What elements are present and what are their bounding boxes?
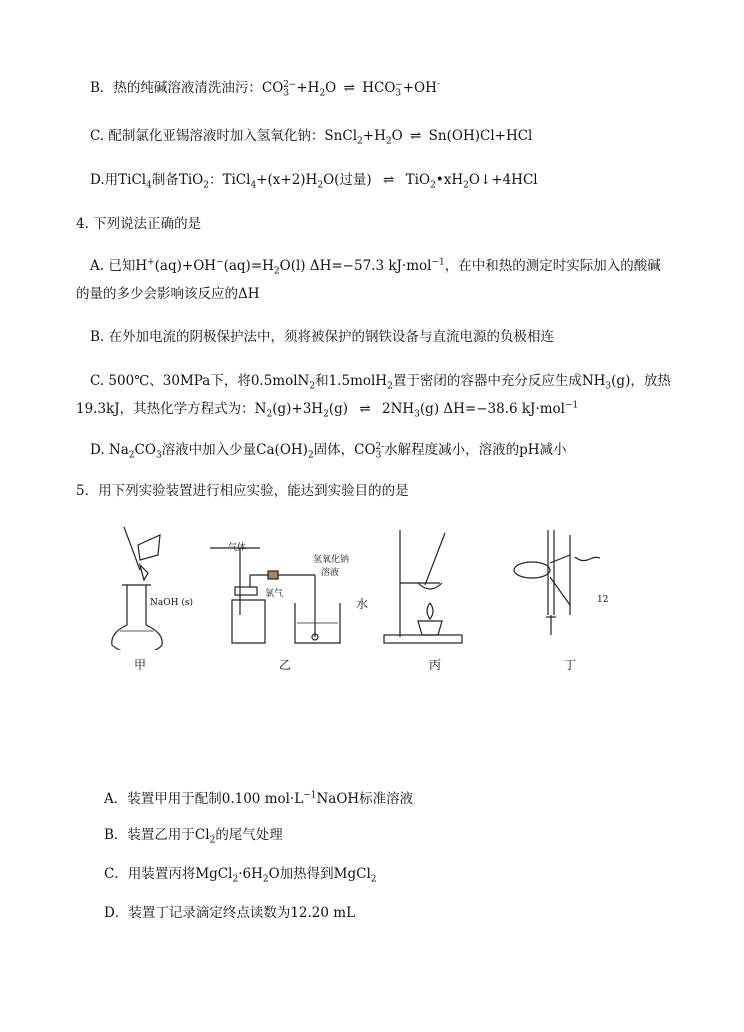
q5-option-a: A．装置甲用于配制0.100 $mol\cdot L^{-1}NaOH$标准溶液 <box>104 790 414 807</box>
q5-option-d: D．装置丁记录滴定终点读数为12.20 mL <box>104 905 356 921</box>
ring-stand-burner-icon <box>384 530 462 643</box>
figure-label-bing: 丙 <box>428 658 441 672</box>
chlorine-label: 氯气 <box>265 589 284 599</box>
q3-option-d: D.用TiCl$_4$制备TiO$_2$：$TiCl_4+(x+2)H_2O$(过量) ⇌ $TiO_2•xH_2O↓+4HCl$ <box>90 172 538 191</box>
q4-option-d: D. $Na_2CO_3$溶液中加入少量$Ca(OH)_2$固体，$CO_3^{2-}$水解程度减小，溶液的pH减小 <box>90 441 567 461</box>
naoh-solution-label-1: 氢氧化钠 <box>313 555 350 565</box>
naoh-solution-label-2: 溶液 <box>321 568 340 578</box>
q4-option-a-line1: A. 已知$H^+(aq)+OH^-(aq)=H_2O(l)$ ΔH=−57.3 kJ·mol$^{-1}$，在中和热的测定时实际加入的酸碱 <box>90 257 661 277</box>
q5-option-b: B．装置乙用于$Cl_2$的尾气处理 <box>104 827 283 846</box>
apparatus-figure <box>100 525 600 650</box>
q4-option-c-line2: 19.3kJ，其热化学方程式为：$N_2(g)+3H_2(g)$ ⇌ $2NH_3(g)$ ΔH=−38.6 kJ·mol$^{-1}$ <box>76 400 579 420</box>
burette-icon <box>514 530 600 635</box>
figure-label-ding: 丁 <box>563 658 576 672</box>
volumetric-flask-icon <box>112 527 162 650</box>
equilibrium-arrow-icon: ⇌ <box>383 172 395 188</box>
burette-scale-label: 12 <box>597 595 609 605</box>
q5-option-c: C．用装置丙将$MgCl_2\cdot 6H_2O$加热得到MgCl$_2$ <box>104 866 377 885</box>
q4-option-c-line1: C. 500℃、30MPa下，将0.5molN$_2$和1.5molH$_2$置于密闭的容器中充分反应生成$NH_3(g)$，放热 <box>90 373 671 392</box>
equilibrium-arrow-icon: ⇌ <box>410 128 422 144</box>
q3-option-b: B．热的纯碱溶液清洗油污：$CO_3^{2-}+H_2O$ ⇌ $HCO_3^-+OH^-$ <box>90 79 440 99</box>
q4-option-b: B. 在外加电流的阴极保护法中，须将被保护的钢铁设备与直流电源的负极相连 <box>90 329 555 345</box>
q4-option-a-line2: 的量的多少会影响该反应的ΔH <box>76 286 260 302</box>
question-5-stem: 5．用下列实验装置进行相应实验，能达到实验目的的是 <box>76 483 409 499</box>
figure-label-jia: 甲 <box>133 658 146 672</box>
q3-option-c: C. 配制氯化亚锡溶液时加入氢氧化钠：$SnCl_2+H_2O$ ⇌ Sn(OH)Cl+HCl <box>90 128 533 147</box>
equilibrium-arrow-icon: ⇌ <box>343 80 355 96</box>
equilibrium-arrow-icon: ⇌ <box>359 401 371 417</box>
naoh-solid-label: NaOH (s) <box>150 598 193 608</box>
gas-label: 气体 <box>228 543 247 553</box>
figure-label-yi: 乙 <box>278 658 291 672</box>
question-4-stem: 4. 下列说法正确的是 <box>76 216 202 232</box>
water-label: 水 <box>356 597 369 611</box>
